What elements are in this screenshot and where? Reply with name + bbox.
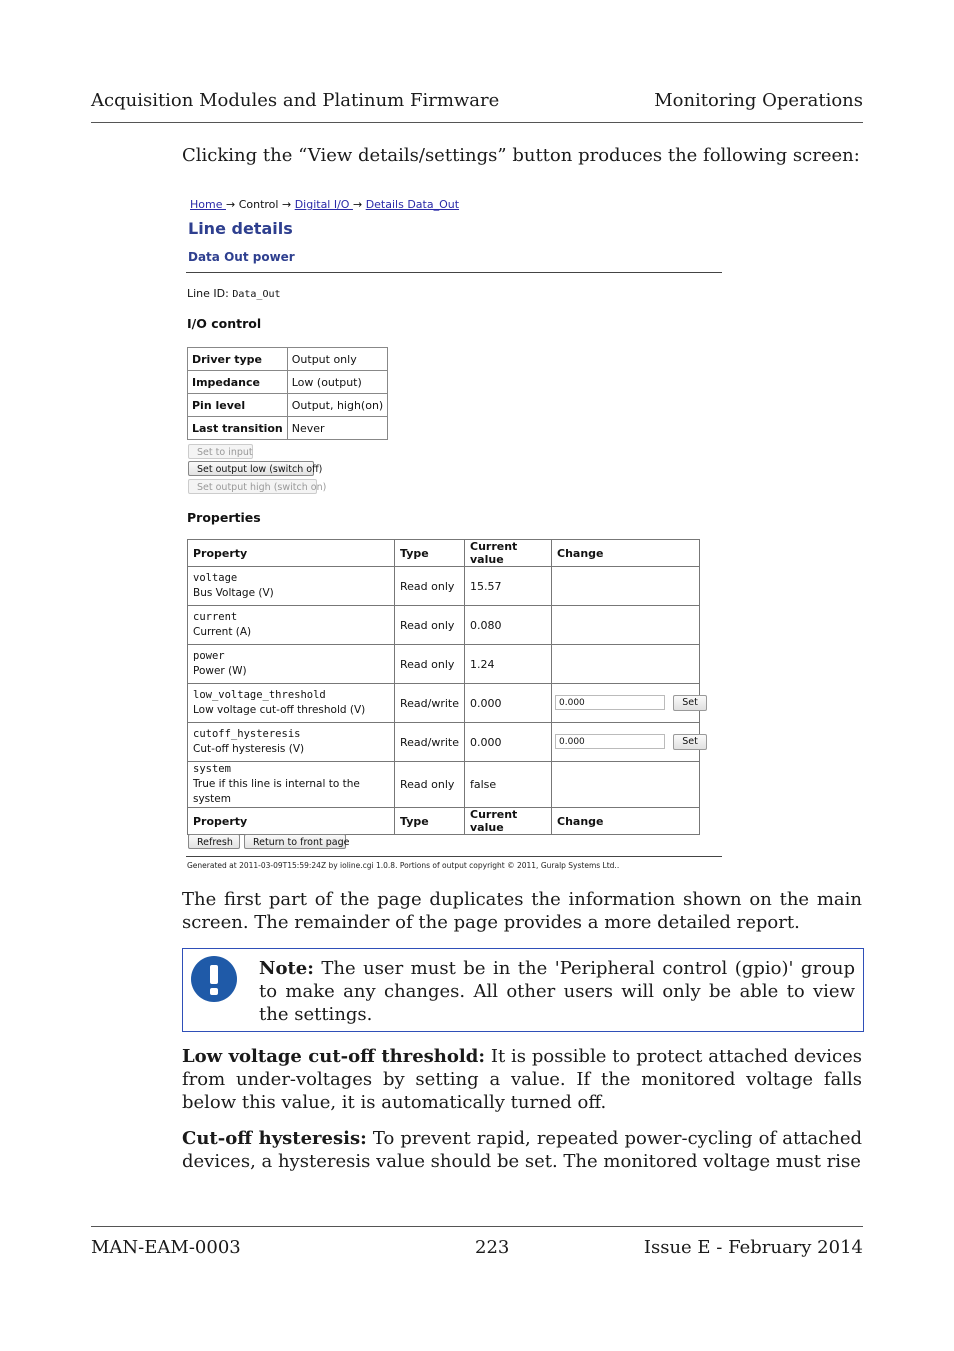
note-body: The user must be in the 'Peripheral control (gpio)' group to make any changes. All other users will only be able to view the settings. bbox=[259, 958, 855, 1025]
table-row bbox=[188, 684, 700, 723]
property-type: Read only bbox=[395, 567, 465, 606]
column-header: Change bbox=[552, 540, 700, 567]
property-change bbox=[552, 606, 700, 645]
table-row bbox=[188, 762, 700, 808]
property-value: 1.24 bbox=[465, 645, 552, 684]
column-header: Change bbox=[552, 808, 700, 835]
column-header: Current value bbox=[465, 808, 552, 835]
breadcrumb-arrow: → bbox=[352, 198, 363, 211]
property-value: false bbox=[465, 762, 552, 808]
property-value: 0.000 bbox=[465, 723, 552, 762]
property-description: Current (A) bbox=[193, 626, 252, 638]
property-description: Low voltage cut-off threshold (V) bbox=[193, 704, 366, 716]
page-header bbox=[91, 88, 863, 123]
io-value: Low (output) bbox=[287, 371, 387, 394]
column-header: Type bbox=[395, 540, 465, 567]
table-row bbox=[188, 567, 700, 606]
property-cell bbox=[188, 645, 395, 684]
divider bbox=[186, 856, 722, 857]
properties-table bbox=[187, 539, 700, 835]
cutoff-hysteresis-input[interactable]: 0.000 bbox=[555, 734, 665, 749]
property-name: system bbox=[193, 763, 231, 775]
breadcrumb-details-link[interactable]: Details Data_Out bbox=[365, 198, 460, 211]
footer-issue: Issue E - February 2014 bbox=[643, 1237, 863, 1258]
cutoff-hysteresis-set-button[interactable]: Set bbox=[673, 734, 707, 750]
low-voltage-text: It is possible to protect attached devices from under-voltages by setting a value. If the monitored voltage falls below this value, it is automatically turned off. bbox=[182, 1046, 862, 1113]
column-header: Current value bbox=[465, 540, 552, 567]
line-id bbox=[187, 287, 281, 300]
breadcrumb-home-link[interactable]: Home bbox=[190, 198, 226, 211]
io-control-heading: I/O control bbox=[187, 316, 262, 331]
property-description: Bus Voltage (V) bbox=[193, 587, 274, 599]
property-name: cutoff_hysteresis bbox=[193, 728, 301, 740]
low-voltage-threshold-input[interactable]: 0.000 bbox=[555, 695, 665, 710]
hysteresis-text: To prevent rapid, repeated power-cycling of attached devices, a hysteresis value should be set. The monitored voltage must rise bbox=[182, 1128, 862, 1172]
breadcrumb-arrow: → bbox=[281, 198, 292, 211]
property-name: current bbox=[193, 611, 238, 623]
property-change bbox=[552, 567, 700, 606]
property-name: power bbox=[193, 650, 225, 662]
line-id-value: Data_Out bbox=[232, 289, 281, 300]
breadcrumb bbox=[190, 198, 459, 211]
low-voltage-threshold-set-button[interactable]: Set bbox=[673, 695, 707, 711]
table-header-row bbox=[188, 540, 700, 567]
paragraph-hysteresis bbox=[182, 1127, 862, 1173]
table-row bbox=[188, 417, 388, 440]
return-front-page-button[interactable]: Return to front page bbox=[244, 834, 346, 849]
property-name: voltage bbox=[193, 572, 238, 584]
hysteresis-label: Cut-off hysteresis: bbox=[182, 1128, 367, 1149]
property-type: Read/write bbox=[395, 723, 465, 762]
table-row bbox=[188, 371, 388, 394]
table-row bbox=[188, 394, 388, 417]
generated-footer: Generated at 2011-03-09T15:59:24Z by ioline.cgi 1.0.8. Portions of output copyright © 2011, Guralp Systems Ltd.. bbox=[187, 861, 620, 870]
io-control-table bbox=[187, 347, 388, 440]
exclamation-circle-icon bbox=[191, 956, 237, 1002]
property-value: 0.080 bbox=[465, 606, 552, 645]
breadcrumb-digital-io-link[interactable]: Digital I/O bbox=[294, 198, 353, 211]
line-id-label: Line ID: bbox=[187, 287, 229, 300]
intro-text: Clicking the “View details/settings” button produces the following screen: bbox=[182, 145, 860, 166]
table-row bbox=[188, 723, 700, 762]
property-description: Power (W) bbox=[193, 665, 247, 677]
table-row bbox=[188, 348, 388, 371]
column-header: Type bbox=[395, 808, 465, 835]
footer-page-number: 223 bbox=[475, 1237, 510, 1258]
property-change bbox=[552, 645, 700, 684]
table-row bbox=[188, 645, 700, 684]
paragraph-low-voltage bbox=[182, 1045, 862, 1114]
property-name: low_voltage_threshold bbox=[193, 689, 326, 701]
property-value: 0.000 bbox=[465, 684, 552, 723]
page-title: Line details bbox=[188, 219, 293, 238]
paragraph-first-part: The first part of the page duplicates the information shown on the main screen. The remainder of the page provides a more detailed report. bbox=[182, 889, 862, 933]
set-to-input-button[interactable]: Set to input bbox=[188, 444, 253, 459]
note-text bbox=[259, 957, 855, 1026]
io-key: Driver type bbox=[188, 348, 288, 371]
screenshot-line-details bbox=[186, 192, 726, 876]
property-cell bbox=[188, 762, 395, 808]
breadcrumb-control: Control bbox=[238, 198, 279, 211]
property-cell bbox=[188, 606, 395, 645]
note-label: Note: bbox=[259, 958, 314, 979]
io-key: Last transition bbox=[188, 417, 288, 440]
note-box bbox=[182, 948, 864, 1032]
divider bbox=[186, 272, 722, 273]
properties-heading: Properties bbox=[187, 510, 261, 525]
property-description: Cut-off hysteresis (V) bbox=[193, 743, 305, 755]
header-left: Acquisition Modules and Platinum Firmware bbox=[91, 90, 500, 111]
line-subtitle: Data Out power bbox=[188, 250, 295, 264]
low-voltage-label: Low voltage cut-off threshold: bbox=[182, 1046, 485, 1067]
property-description: True if this line is internal to the system bbox=[193, 778, 360, 805]
column-header: Property bbox=[188, 808, 395, 835]
page-footer bbox=[91, 1226, 863, 1267]
set-output-low-button[interactable]: Set output low (switch off) bbox=[188, 461, 314, 476]
io-key: Impedance bbox=[188, 371, 288, 394]
property-change bbox=[552, 762, 700, 808]
property-type: Read only bbox=[395, 762, 465, 808]
property-change bbox=[552, 723, 700, 762]
table-row bbox=[188, 606, 700, 645]
io-key: Pin level bbox=[188, 394, 288, 417]
column-header: Property bbox=[188, 540, 395, 567]
property-cell bbox=[188, 684, 395, 723]
header-right: Monitoring Operations bbox=[654, 90, 863, 111]
property-type: Read only bbox=[395, 645, 465, 684]
table-footer-row bbox=[188, 808, 700, 835]
breadcrumb-arrow: → bbox=[225, 198, 236, 211]
io-value: Output only bbox=[287, 348, 387, 371]
property-change bbox=[552, 684, 700, 723]
refresh-button[interactable]: Refresh bbox=[188, 834, 240, 849]
property-value: 15.57 bbox=[465, 567, 552, 606]
io-value: Output, high(on) bbox=[287, 394, 387, 417]
property-type: Read/write bbox=[395, 684, 465, 723]
property-cell bbox=[188, 567, 395, 606]
set-output-high-button[interactable]: Set output high (switch on) bbox=[188, 479, 317, 494]
property-type: Read only bbox=[395, 606, 465, 645]
property-cell bbox=[188, 723, 395, 762]
footer-doc-id: MAN-EAM-0003 bbox=[91, 1237, 241, 1258]
io-value: Never bbox=[287, 417, 387, 440]
